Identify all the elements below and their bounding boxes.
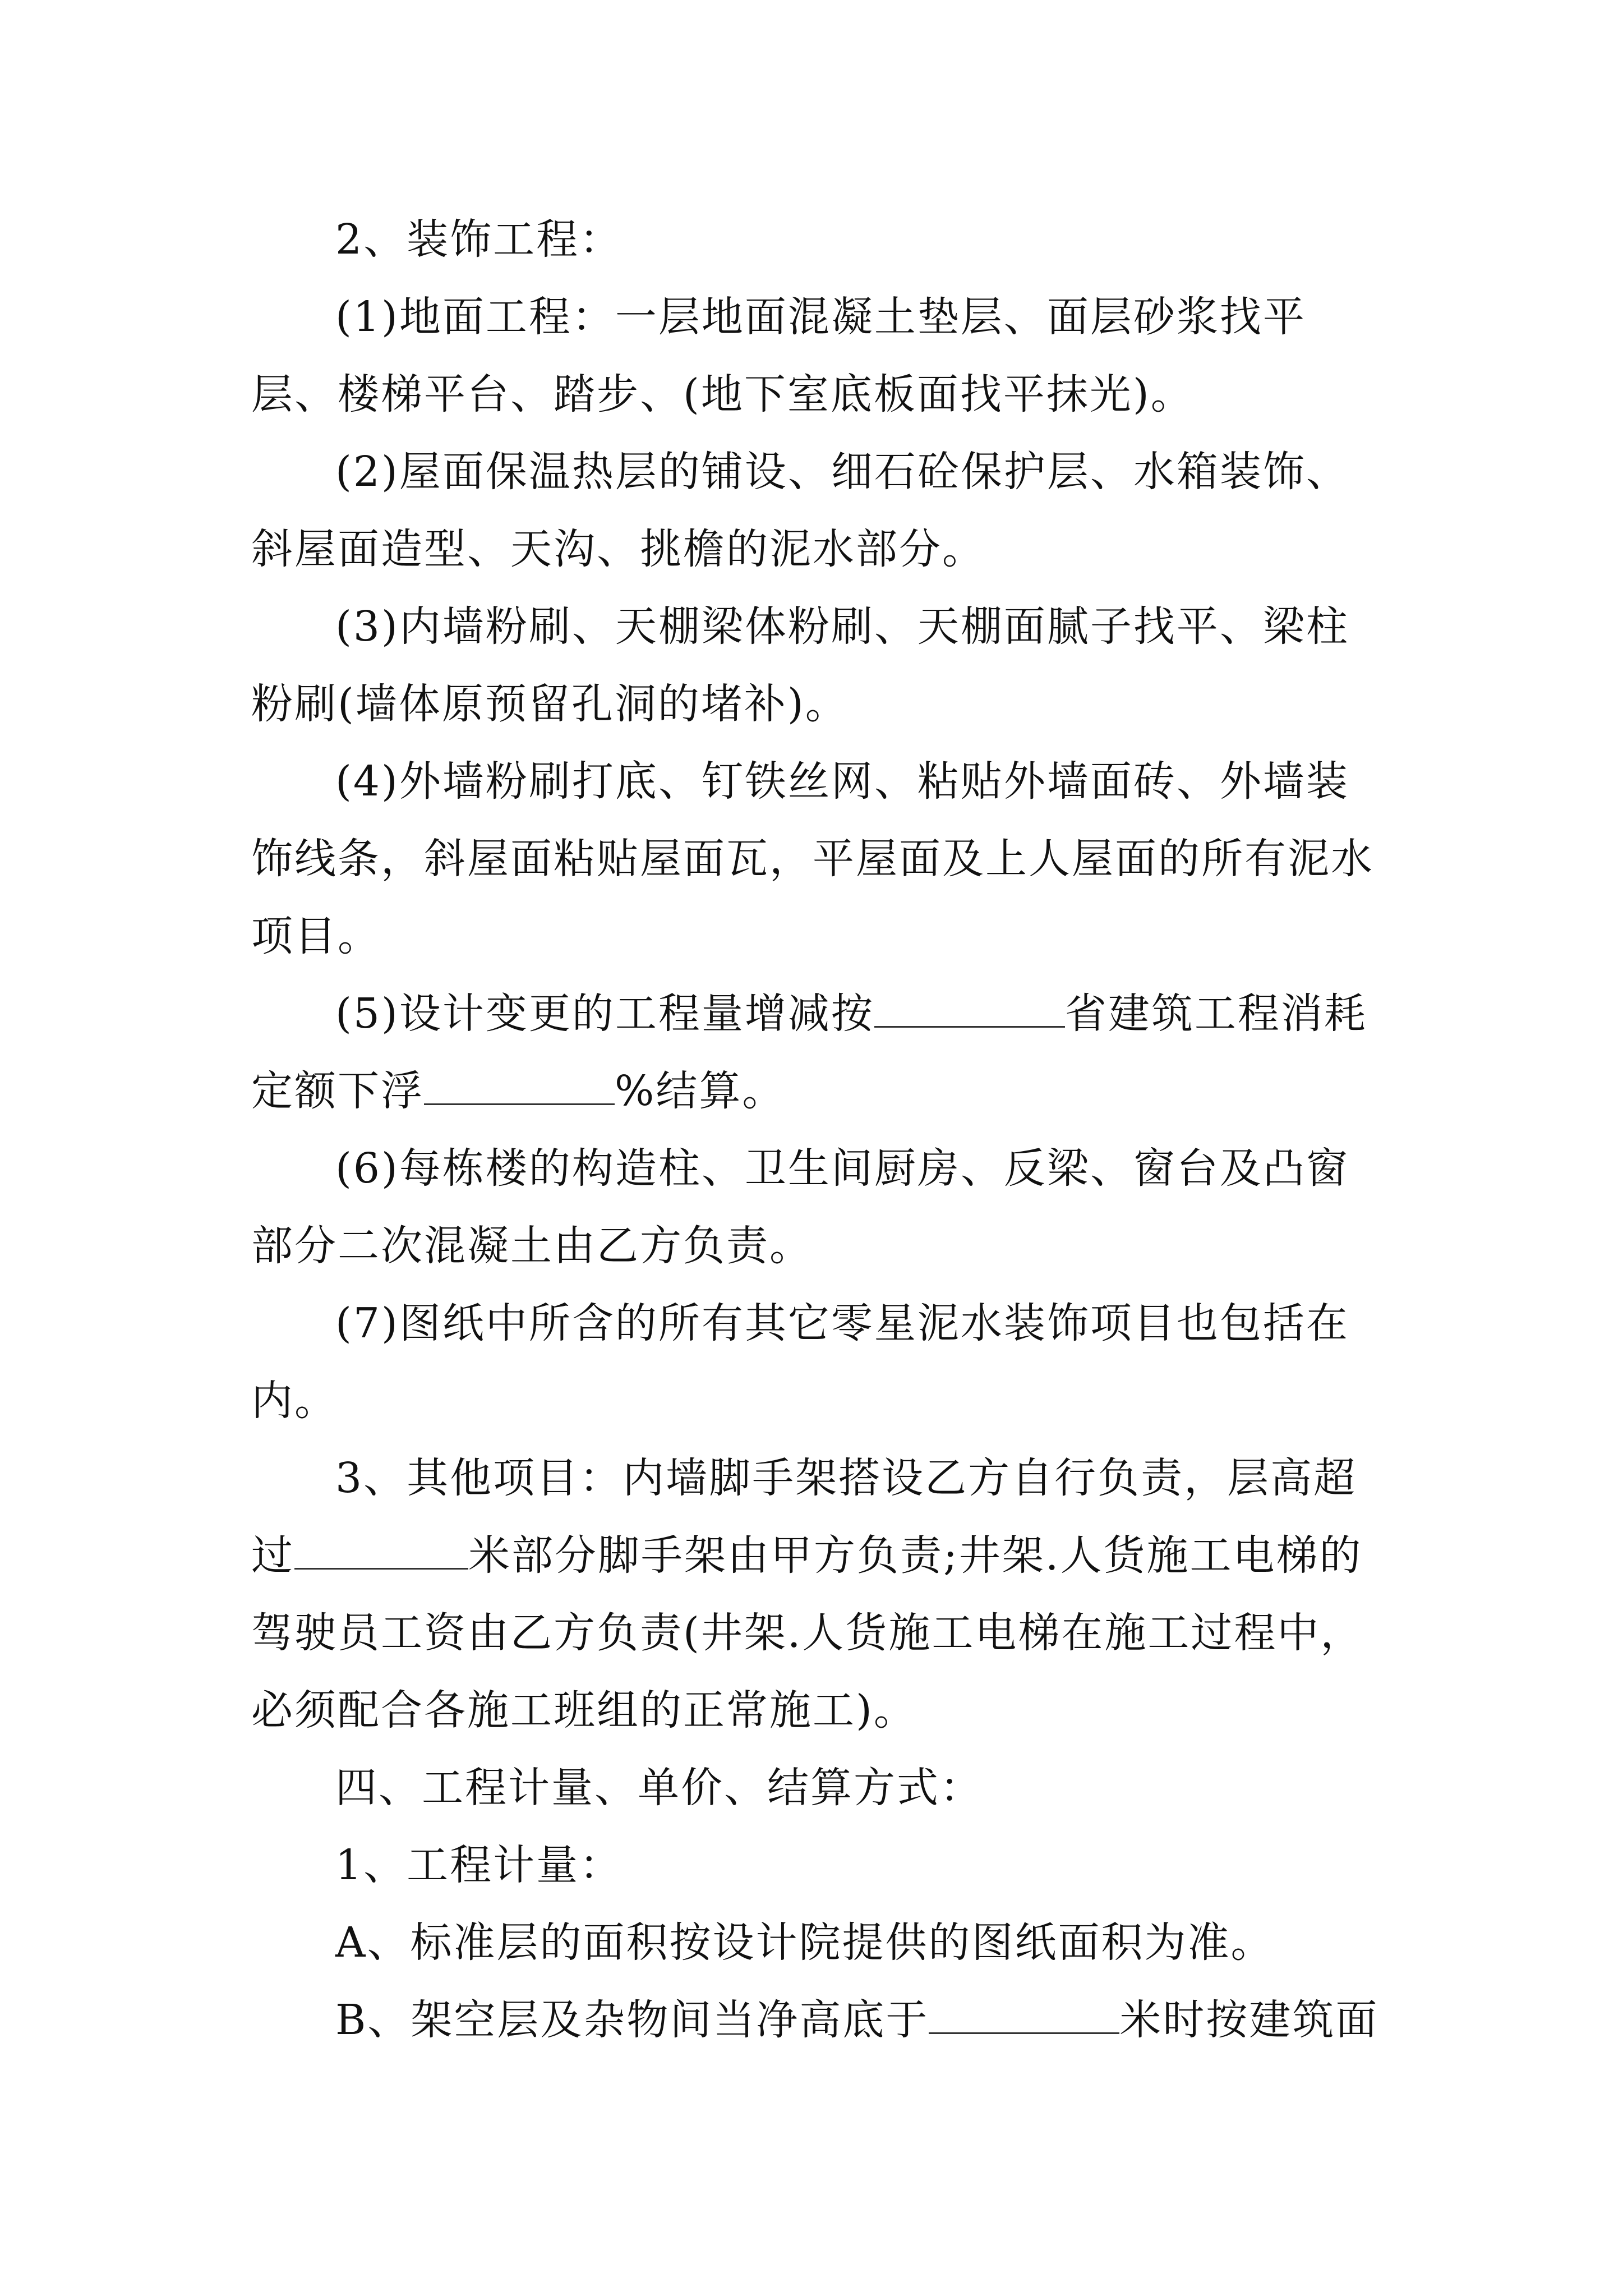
section-heading-decoration (251, 201, 1390, 278)
clause-misc-items (251, 1285, 1390, 1439)
paragraph-text: (3)内墙粉刷、天棚梁体粉刷、天棚面腻子找平、梁柱粉刷(墙体原预留孔洞的堵补)。 (251, 602, 1349, 728)
paragraph-text: 四、工程计量、单价、结算方式： (335, 1764, 983, 1812)
paragraph-text: %结算。 (615, 1067, 786, 1115)
subheading-measurement (251, 1826, 1390, 1904)
clause-stilt-floor-area (251, 1981, 1390, 2059)
clause-floor-works (251, 278, 1390, 433)
paragraph-text: 米时按建筑面 (1119, 1996, 1379, 2044)
paragraph-text: 省建筑工程消耗定额下浮 (251, 990, 1367, 1115)
clause-standard-floor-area (251, 1904, 1390, 1981)
paragraph-text: (4)外墙粉刷打底、钉铁丝网、粘贴外墙面砖、外墙装饰线条，斜屋面粘贴屋面瓦，平屋面及上人屋面的所有泥水项目。 (251, 757, 1374, 960)
paragraph-text: 米部分脚手架由甲方负责;井架.人货施工电梯的驾驶员工资由乙方负责(井架.人货施工电梯在施工过程中，必须配合各施工班组的正常施工)。 (251, 1531, 1364, 1734)
paragraph-text: (7)图纸中所含的所有其它零星泥水装饰项目也包括在内。 (251, 1299, 1349, 1425)
clause-design-change (251, 975, 1390, 1130)
paragraph-text: (5)设计变更的工程量增减按 (335, 990, 874, 1038)
fill-in-blank (874, 987, 1065, 1028)
paragraph-text: 3、其他项目：内墙脚手架搭设乙方自行负责，层高超过 (251, 1454, 1357, 1580)
paragraph-text: (2)屋面保温热层的铺设、细石砼保护层、水箱装饰、斜屋面造型、天沟、挑檐的泥水部分。 (251, 448, 1349, 573)
paragraph-text: 1、工程计量： (335, 1841, 623, 1889)
paragraph-text: (1)地面工程：一层地面混凝土垫层、面层砂浆找平层、楼梯平台、踏步、(地下室底板面找平抹光)。 (251, 293, 1306, 418)
paragraph-text: B、架空层及杂物间当净高底于 (335, 1996, 929, 2044)
paragraph-text: 2、装饰工程： (335, 215, 623, 264)
paragraph-text: (6)每栋楼的构造柱、卫生间厨房、反梁、窗台及凸窗部分二次混凝土由乙方负责。 (251, 1144, 1349, 1270)
fill-in-blank (424, 1064, 615, 1105)
clause-interior-plastering (251, 588, 1390, 743)
clause-exterior-wall (251, 743, 1390, 975)
clause-secondary-concrete (251, 1130, 1390, 1285)
fill-in-blank (929, 1993, 1119, 2034)
clause-roof-insulation (251, 433, 1390, 588)
fill-in-blank (294, 1529, 468, 1570)
clause-other-items (251, 1439, 1390, 1749)
paragraph-text: A、标准层的面积按设计院提供的图纸面积为准。 (335, 1918, 1274, 1967)
section-heading-measurement (251, 1749, 1390, 1826)
